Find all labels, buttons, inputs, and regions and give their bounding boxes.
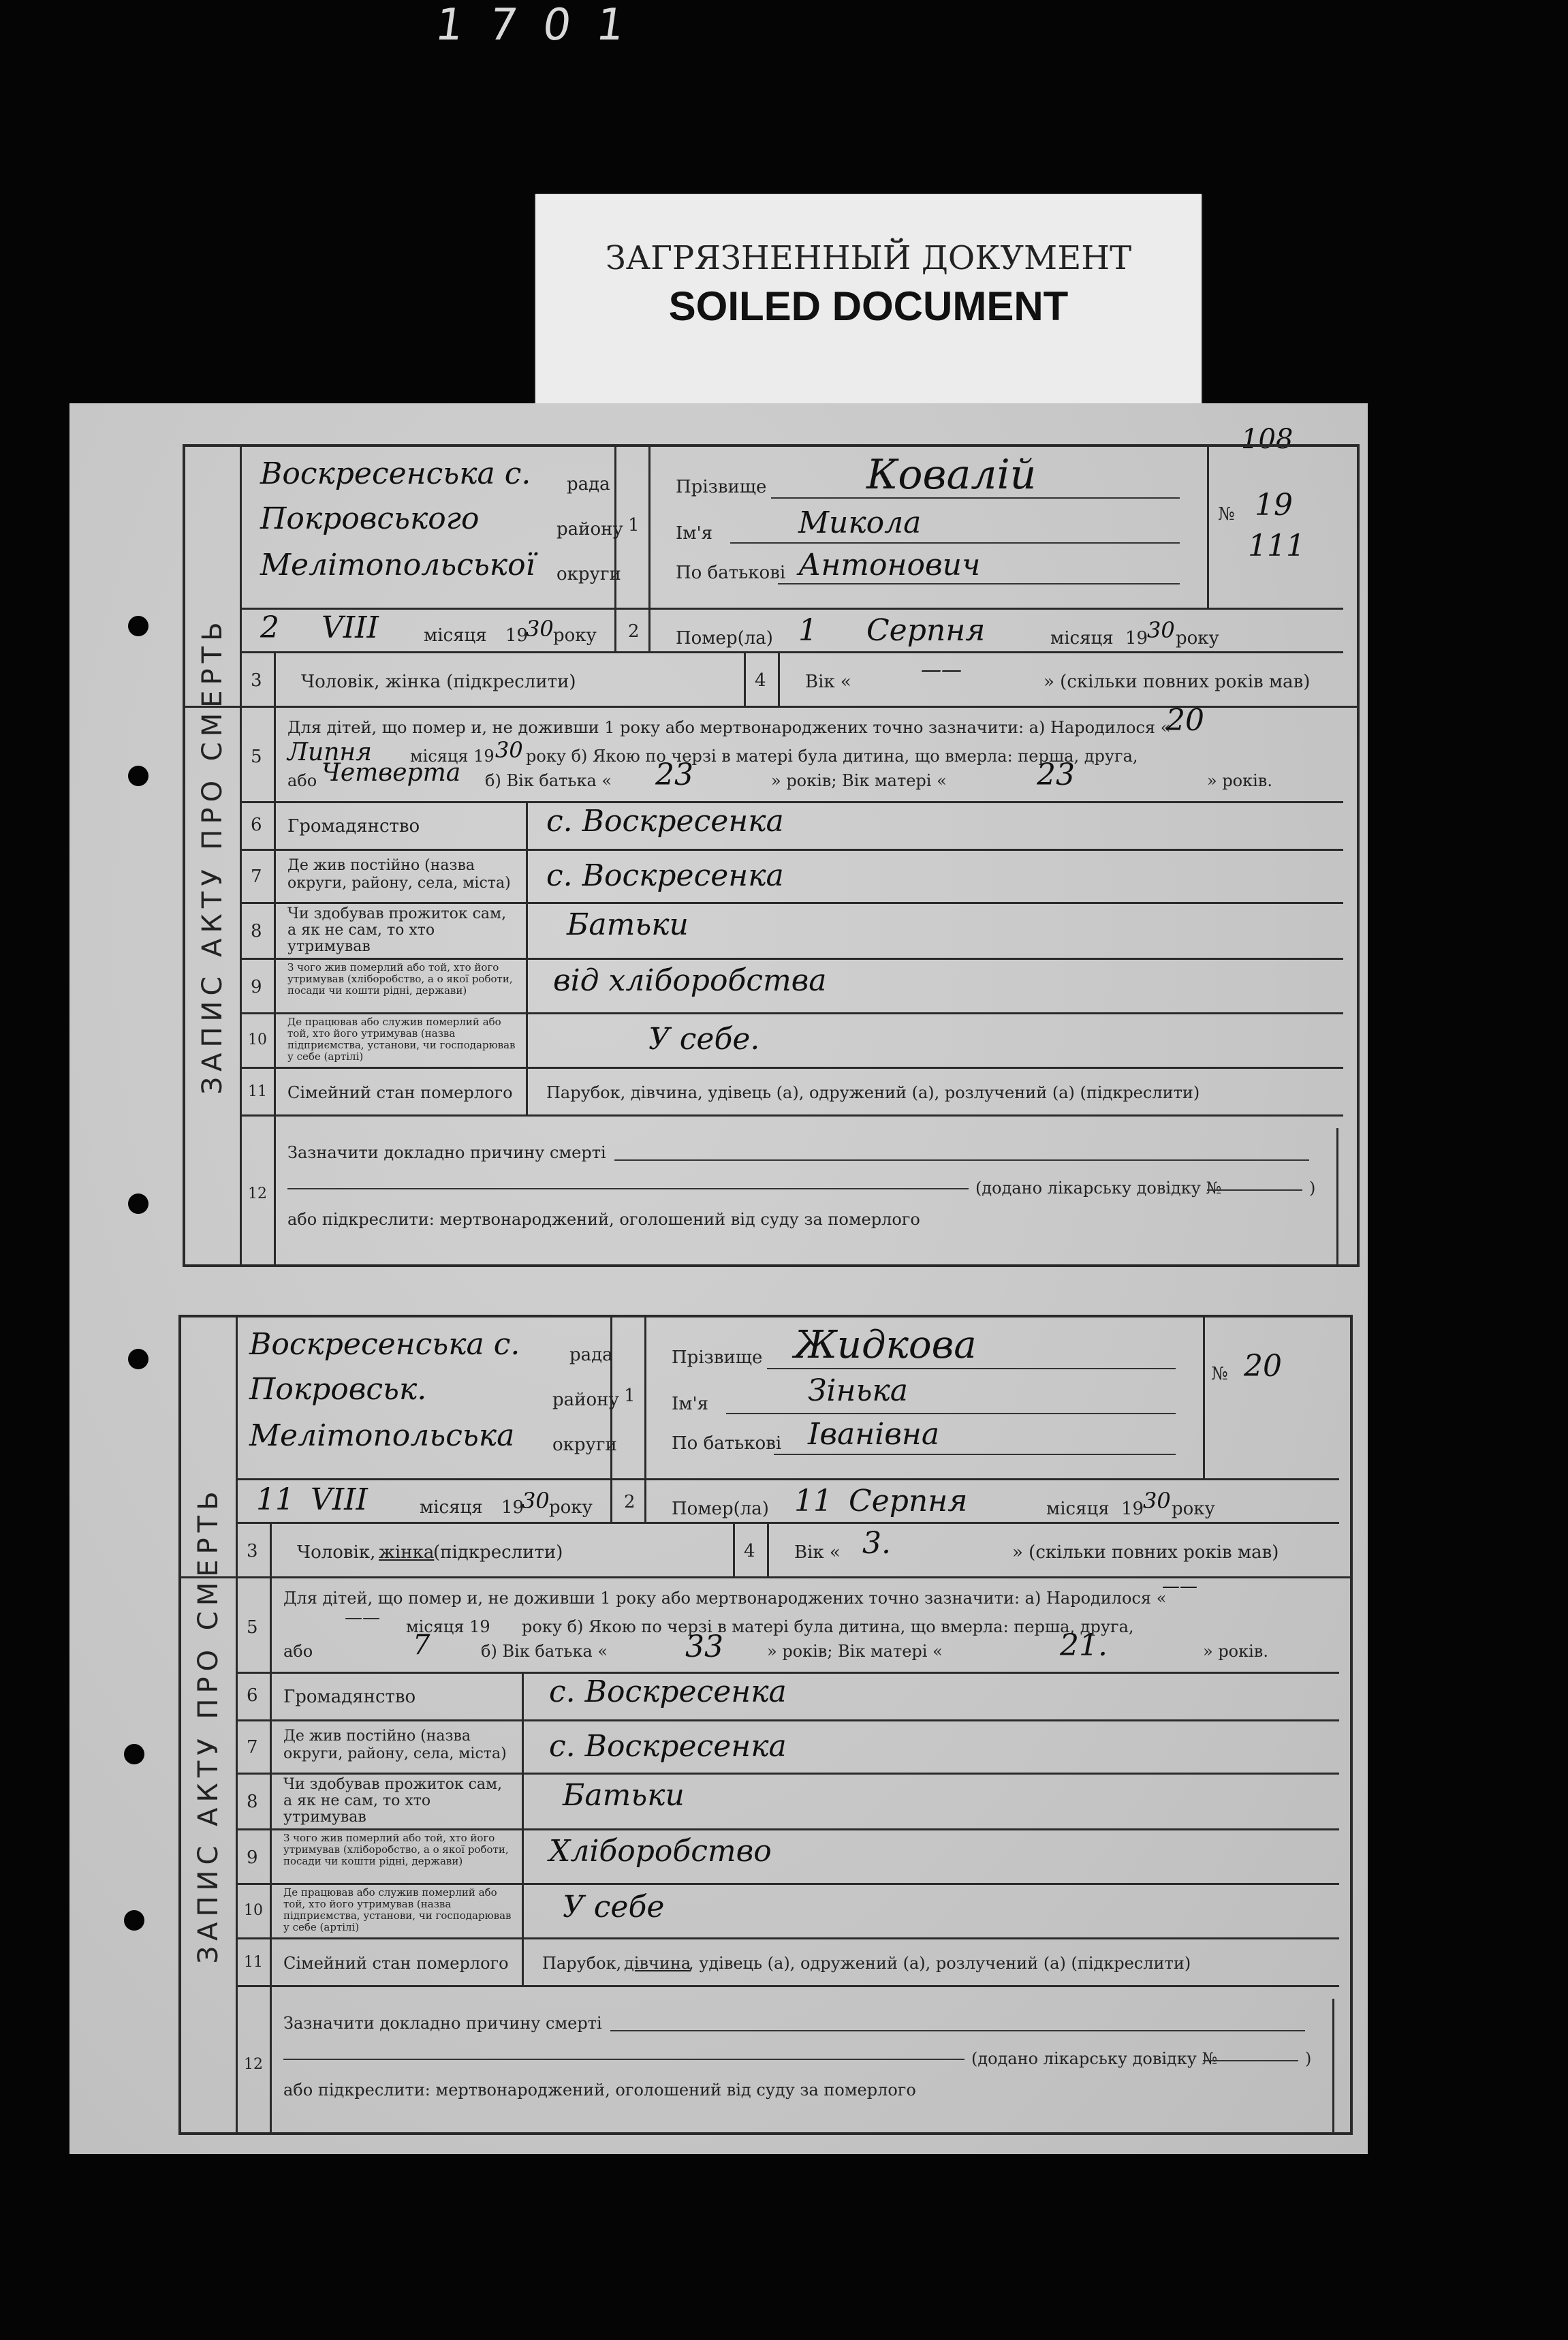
death-year: 30 — [1143, 1488, 1171, 1514]
surname-label: Прізвище — [672, 1347, 763, 1368]
okrug-value: Мелітопольської — [260, 548, 535, 582]
death-record-1 — [183, 444, 1360, 1267]
raion-label: району — [552, 1390, 619, 1410]
row-number-3: 3 — [251, 670, 262, 691]
closing-bracket: ) — [1309, 1179, 1316, 1198]
punch-hole — [128, 766, 148, 786]
rada-label: рада — [567, 474, 610, 495]
residence-label: Де жив постійно (назва округи, району, села, міста) — [283, 1728, 507, 1762]
gender-label-a: Чоловік, — [297, 1542, 376, 1563]
old-record-number: 111 — [1248, 529, 1305, 563]
misiatsia-label: місяця — [1046, 1499, 1110, 1519]
row-number-10: 10 — [244, 1902, 263, 1919]
roku-label: року — [553, 625, 597, 646]
row-number-4: 4 — [744, 1541, 755, 1561]
row-number-8: 8 — [247, 1792, 258, 1812]
birth-month: Липня — [287, 738, 372, 766]
roku-label: року — [549, 1497, 593, 1518]
children-line-3b: б) Вік батька « — [485, 771, 612, 790]
row-number-11: 11 — [248, 1083, 267, 1100]
death-month: Серпня — [866, 613, 986, 648]
birth-year: 30 — [495, 737, 523, 763]
children-line-2: місяця 19 — [410, 747, 495, 766]
register-page — [69, 403, 1368, 2154]
marital-options-a: Парубок, — [542, 1954, 622, 1973]
death-day: 11 — [794, 1484, 832, 1518]
okrug-value: Мелітопольська — [249, 1418, 515, 1453]
row-number-1: 1 — [628, 515, 640, 535]
row-number-11: 11 — [244, 1954, 263, 1971]
occupation-value: від хліборобства — [553, 963, 827, 998]
children-line-3a: або — [283, 1642, 313, 1661]
age-tail-label: » (скільки повних років мав) — [1044, 672, 1311, 692]
name-label: Ім'я — [672, 1394, 709, 1414]
children-line-1: Для дітей, що помер и, не доживши 1 року або мертвонароджених точно зазначити: а) Народилося « — [287, 718, 1171, 737]
registration-day: 2 — [260, 610, 279, 645]
father-age: 23 — [655, 758, 693, 792]
support-value: Батьки — [567, 907, 689, 942]
citizenship-label: Громадянство — [287, 816, 420, 837]
death-month: Серпня — [849, 1484, 968, 1518]
gender-underlined: жінка — [379, 1542, 435, 1563]
death-day: 1 — [798, 613, 817, 648]
residence-value: с. Воскресенка — [549, 1729, 787, 1764]
certificate-label: (додано лікарську довідку № — [975, 1179, 1222, 1198]
children-line-3a: або — [287, 771, 317, 790]
support-value: Батьки — [563, 1778, 685, 1813]
page-number: 108 — [1241, 424, 1293, 455]
patronymic-label: По батькові — [676, 563, 786, 583]
age-value: 3. — [862, 1526, 891, 1561]
children-line-3d: » років. — [1203, 1642, 1268, 1661]
row-number-1: 1 — [624, 1386, 636, 1406]
row-number-12: 12 — [244, 2056, 263, 2073]
raion-value: Покровського — [260, 501, 480, 536]
father-age: 33 — [685, 1629, 723, 1664]
surname-value: Ковалій — [866, 451, 1037, 499]
support-label: Чи здобував прожиток сам, а як не сам, то хто утримував — [287, 905, 507, 955]
gender-label: Чоловік, жінка (підкреслити) — [301, 672, 576, 692]
row-number-6: 6 — [247, 1685, 258, 1706]
support-label: Чи здобував прожиток сам, а як не сам, то хто утримував — [283, 1776, 503, 1826]
birth-month: —— — [345, 1608, 380, 1628]
age-label: Вік « — [794, 1542, 841, 1563]
marital-options-b: , удівець (а), одружений (а), розлучений (а) (підкреслити) — [689, 1954, 1191, 1973]
age-tail-label: » (скільки повних років мав) — [1012, 1542, 1279, 1563]
citizenship-value: с. Воскресенка — [546, 804, 784, 839]
rada-label: рада — [569, 1345, 613, 1365]
patronymic-label: По батькові — [672, 1433, 782, 1454]
name-label: Ім'я — [676, 523, 713, 544]
child-order: 7 — [413, 1629, 430, 1661]
label-russian: ЗАГРЯЗНЕННЫЙ ДОКУМЕНТ — [605, 239, 1132, 277]
okrug-label: округи — [556, 564, 621, 584]
children-line-3c: » років; Вік матері « — [767, 1642, 943, 1661]
registration-month: VIII — [311, 1482, 368, 1517]
cause-label: Зазначити докладно причину смерті — [287, 1143, 606, 1162]
rada-value: Воскресенська с. — [249, 1327, 520, 1362]
name-value: Зінька — [808, 1373, 908, 1408]
row-number-2: 2 — [624, 1492, 636, 1512]
closing-bracket: ) — [1305, 2049, 1312, 2068]
occupation-value: Хліборобство — [549, 1834, 772, 1869]
cause-label: Зазначити докладно причину смерті — [283, 2014, 602, 2033]
patronymic-value: Іванівна — [808, 1417, 940, 1452]
misiatsia-label: місяця — [420, 1497, 483, 1518]
row-number-9: 9 — [251, 977, 262, 997]
row-number-12: 12 — [248, 1185, 267, 1202]
side-title: ЗАПИС АКТУ ПРО СМЕРТЬ — [181, 1317, 238, 2132]
mother-age: 23 — [1037, 758, 1075, 792]
punch-hole — [124, 1910, 144, 1931]
certificate-label: (додано лікарську довідку № — [971, 2049, 1218, 2068]
year-prefix: 19 — [1125, 628, 1148, 649]
label-english: SOILED DOCUMENT — [668, 283, 1069, 329]
pomer-label: Помер(ла) — [676, 628, 773, 649]
registration-month: VIII — [322, 610, 379, 645]
soiled-document-label — [535, 194, 1202, 405]
number-label: № — [1211, 1364, 1228, 1384]
okrug-label: округи — [552, 1435, 617, 1455]
row-number-2: 2 — [628, 621, 640, 642]
number-label: № — [1218, 504, 1235, 525]
punch-hole — [128, 1194, 148, 1214]
row-number-5: 5 — [251, 747, 262, 767]
roku-label: року — [1176, 628, 1219, 649]
name-value: Микола — [798, 505, 922, 540]
misiatsia-label: місяця — [424, 625, 487, 646]
raion-value: Покровськ. — [249, 1372, 427, 1407]
workplace-value: У себе. — [648, 1022, 760, 1057]
death-record-2 — [178, 1315, 1353, 2135]
children-line-3d: » років. — [1207, 771, 1272, 790]
year-prefix: 19 — [501, 1497, 524, 1518]
year-prefix: 19 — [1121, 1499, 1144, 1519]
year-prefix: 19 — [505, 625, 529, 646]
marital-label: Сімейний стан померлого — [283, 1954, 509, 1973]
side-title: ЗАПИС АКТУ ПРО СМЕРТЬ — [185, 447, 242, 1264]
row-number-7: 7 — [251, 867, 262, 887]
patronymic-value: Антонович — [798, 548, 981, 582]
stillborn-line: або підкреслити: мертвонароджений, оголошений від суду за померлого — [283, 2080, 916, 2100]
children-line-2b: року б) Якою по черзі в матері була дитина, що вмерла: перша, друга, — [526, 747, 1138, 766]
rada-value: Воскресенська с. — [260, 456, 531, 491]
children-line-1: Для дітей, що помер и, не доживши 1 року або мертвонароджених точно зазначити: а) Народилося « — [283, 1589, 1167, 1608]
registration-day: 11 — [256, 1482, 294, 1517]
death-year: 30 — [1147, 617, 1175, 643]
children-line-2: місяця 19 — [406, 1617, 490, 1636]
marital-options: Парубок, дівчина, удівець (а), одружений (а), розлучений (а) (підкреслити) — [546, 1083, 1200, 1102]
workplace-label: Де працював або служив померлий або той, хто його утримував (назва підприємства, установи, чи господарював у себе (артілі) — [283, 1886, 512, 1933]
registration-year: 30 — [522, 1488, 550, 1514]
row-number-8: 8 — [251, 921, 262, 941]
row-number-5: 5 — [247, 1617, 258, 1638]
punch-hole — [128, 616, 148, 636]
row-number-9: 9 — [247, 1847, 258, 1868]
children-line-3c: » років; Вік матері « — [771, 771, 947, 790]
archive-top-number: 1701 — [432, 0, 654, 50]
children-line-3b: б) Вік батька « — [481, 1642, 608, 1661]
row-number-7: 7 — [247, 1737, 258, 1758]
stillborn-line: або підкреслити: мертвонароджений, оголошений від суду за померлого — [287, 1210, 920, 1229]
record-number: 19 — [1255, 488, 1293, 522]
punch-hole — [128, 1349, 148, 1369]
row-number-3: 3 — [247, 1541, 258, 1561]
birth-day: —— — [1162, 1576, 1197, 1597]
citizenship-label: Громадянство — [283, 1687, 416, 1707]
residence-label: Де жив постійно (назва округи, району, села, міста) — [287, 857, 511, 892]
surname-value: Жидкова — [794, 1323, 977, 1367]
raion-label: району — [556, 519, 623, 540]
misiatsia-label: місяця — [1050, 628, 1114, 649]
residence-value: с. Воскресенка — [546, 858, 784, 893]
age-label: Вік « — [805, 672, 851, 692]
record-number: 20 — [1244, 1349, 1282, 1384]
citizenship-value: с. Воскресенка — [549, 1674, 787, 1709]
roku-label: року — [1172, 1499, 1215, 1519]
workplace-label: Де працював або служив померлий або той, хто його утримував (назва підприємства, установи, чи господарював у себе (артілі) — [287, 1016, 516, 1063]
row-number-6: 6 — [251, 815, 262, 835]
marital-label: Сімейний стан померлого — [287, 1083, 513, 1102]
occupation-label: З чого жив померлий або той, хто його утримував (хліборобство, а о якої роботи, посади чи кошти рідні, держави) — [283, 1832, 509, 1867]
marital-underlined: дівчина — [624, 1954, 691, 1973]
children-line-2b: року б) Якою по черзі в матері була дитина, що вмерла: перша, друга, — [522, 1617, 1134, 1636]
registration-year: 30 — [526, 616, 554, 642]
surname-label: Прізвище — [676, 477, 767, 497]
row-number-10: 10 — [248, 1031, 267, 1048]
age-value: —— — [921, 658, 962, 682]
workplace-value: У себе — [563, 1890, 665, 1924]
gender-label-b: (підкреслити) — [433, 1542, 563, 1563]
pomer-label: Помер(ла) — [672, 1499, 769, 1519]
punch-hole — [124, 1744, 144, 1764]
birth-day: 20 — [1166, 703, 1204, 738]
occupation-label: З чого жив померлий або той, хто його утримував (хліборобство, а о якої роботи, посади чи кошти рідні, держави) — [287, 961, 513, 997]
child-order: Четверта — [322, 759, 461, 787]
row-number-4: 4 — [755, 670, 766, 691]
mother-age: 21. — [1060, 1628, 1108, 1663]
